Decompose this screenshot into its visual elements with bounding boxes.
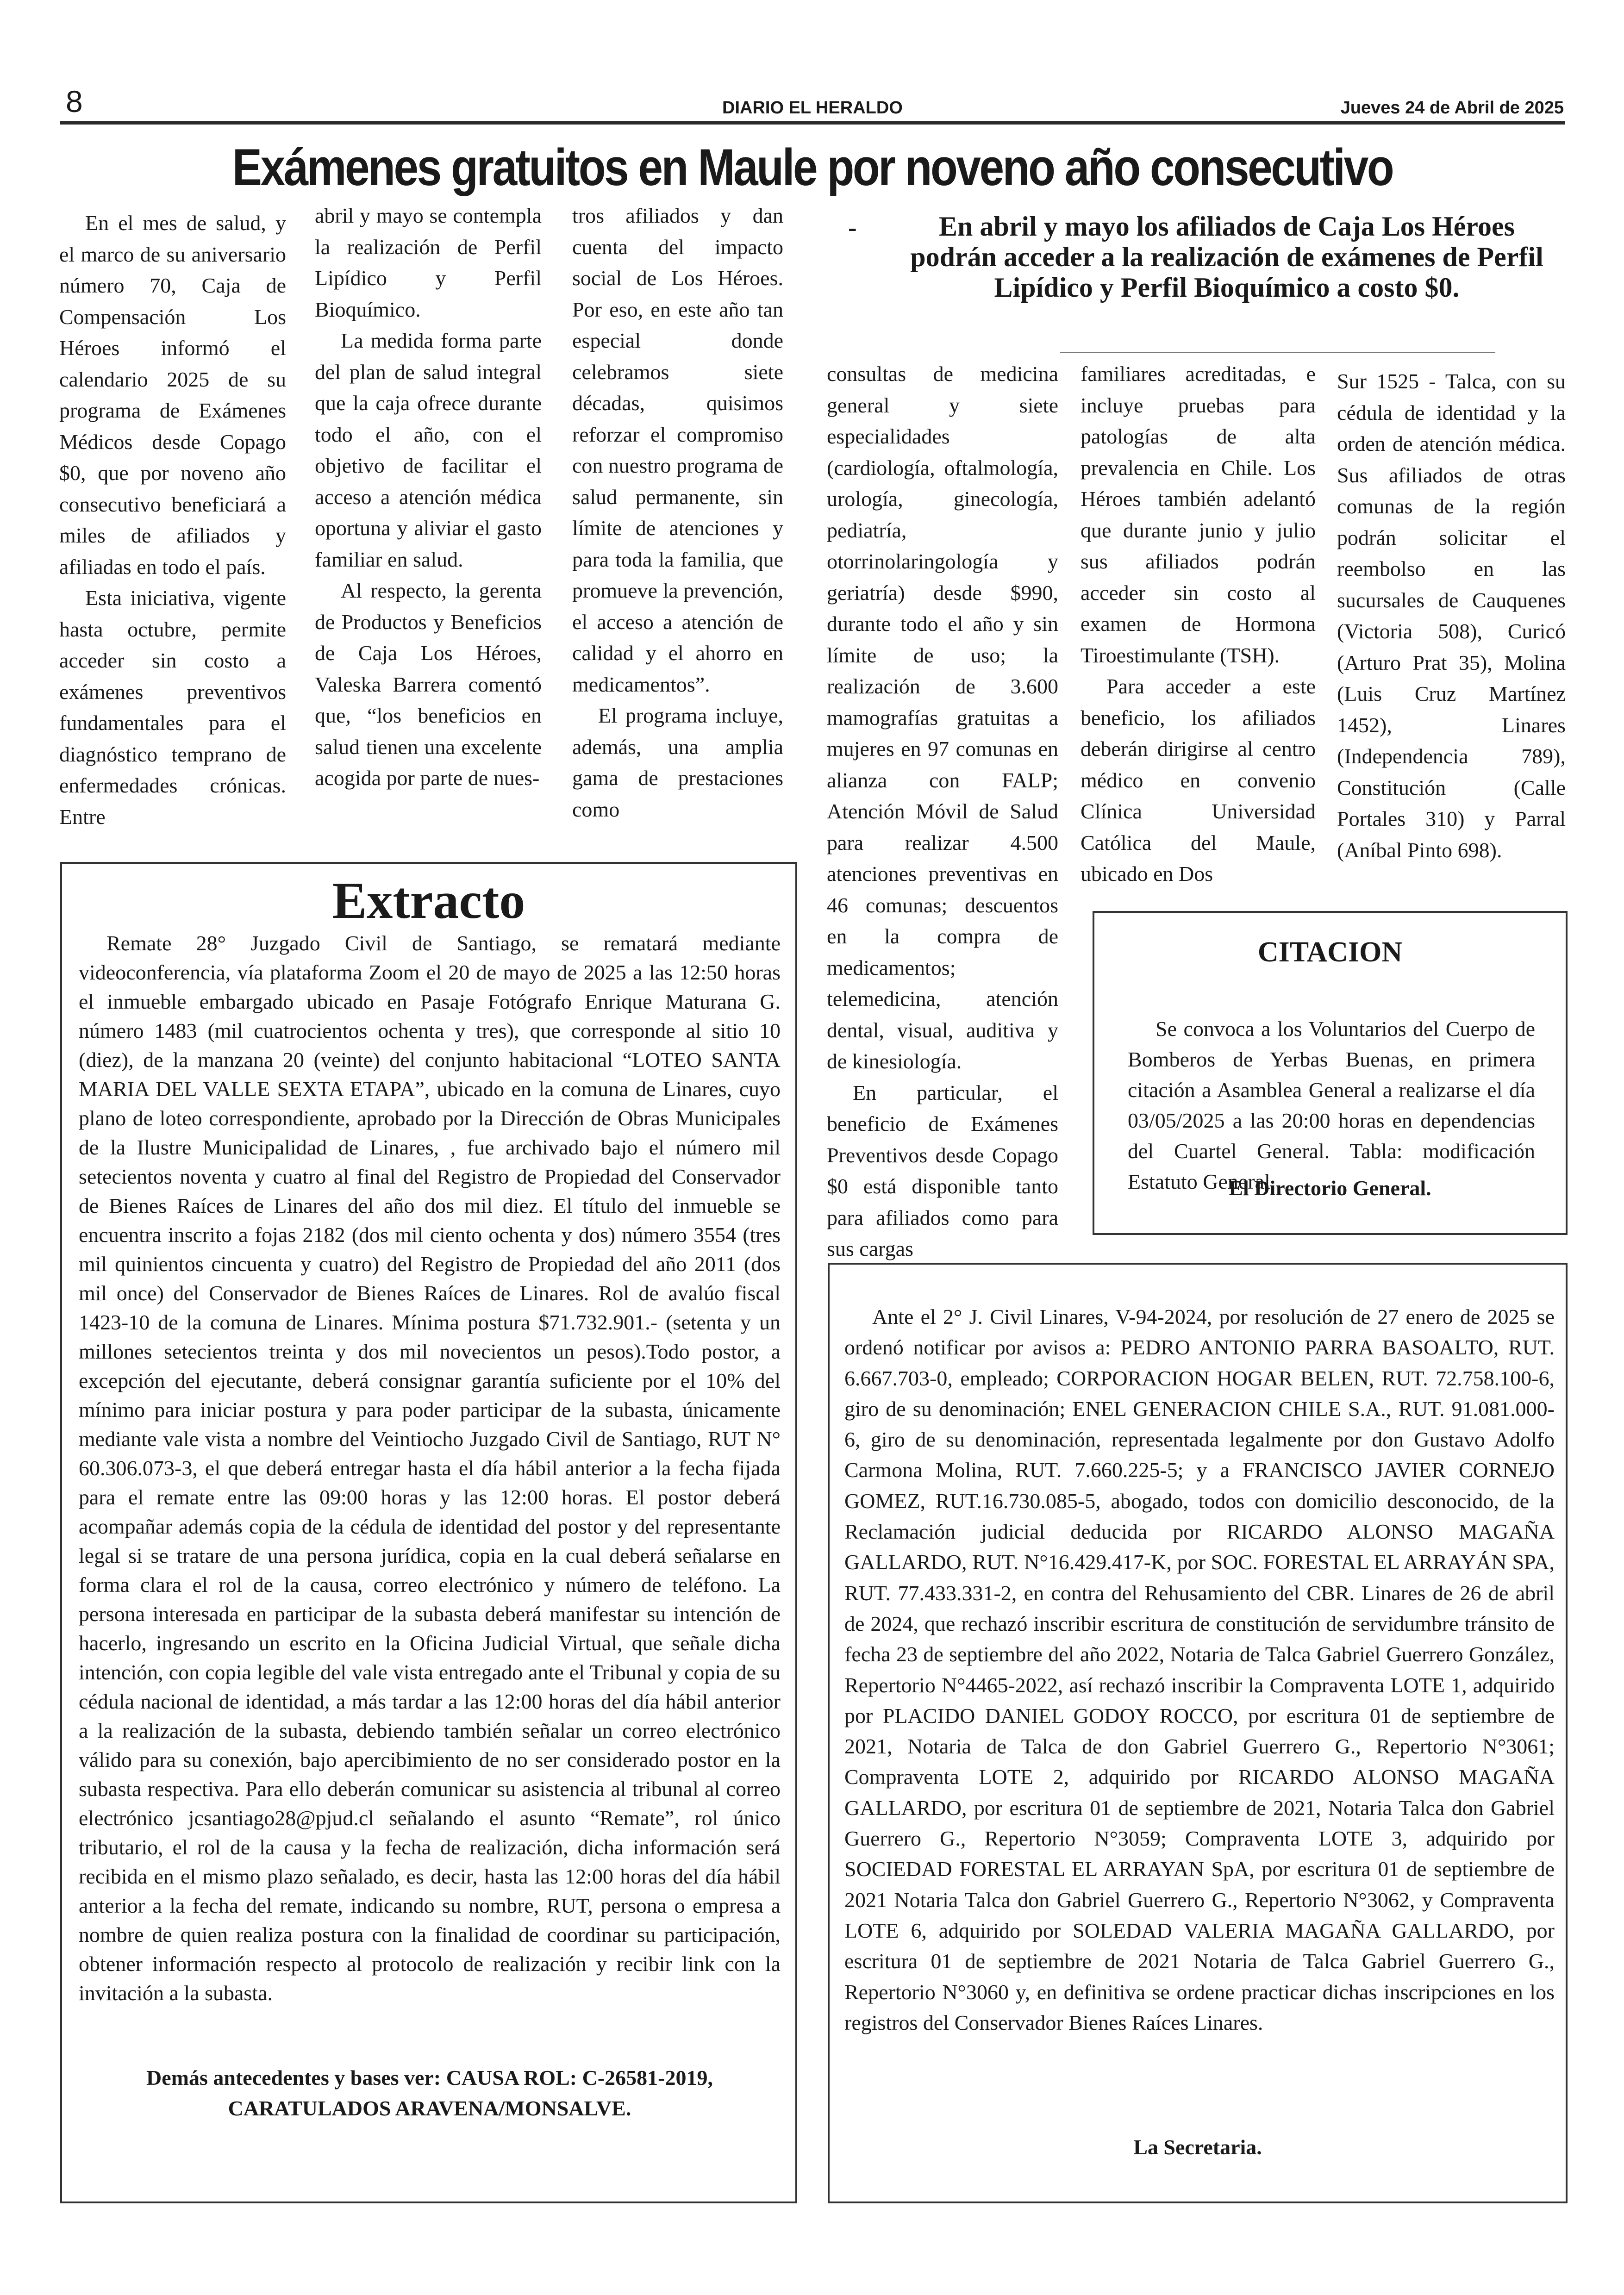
subhead-rule xyxy=(1060,352,1495,353)
citacion-body xyxy=(1128,1014,1535,1197)
article-column-3 xyxy=(572,200,783,825)
citacion-signature: El Directorio General. xyxy=(1229,1176,1431,1200)
extracto-notice-box xyxy=(60,862,797,2203)
article-column-5 xyxy=(1081,358,1316,890)
article-column-1 xyxy=(59,207,286,832)
notification-signature: La Secretaria. xyxy=(1133,2135,1262,2159)
notification-paragraph: Ante el 2° J. Civil Linares, V-94-2024, por resolución de 27 enero de 2025 se ordenó notificar por avisos a: PEDRO ANTONIO PARRA BASOALTO, RUT. 6.667.703-0, empleado; CORPORACION HOGAR BELEN, RUT. 72.758.100-6, giro de su denominación; ENEL GENERACION CHILE S.A., RUT. 91.081.000-6, giro de su denominación, representada legalmente por don Gustavo Adolfo Carmona Molina, RUT. 7.660.225-5; y a FRANCISCO JAVIER CORNEJO GOMEZ, RUT.16.730.085-5, abogado, todos con domicilio desconocido, de la Reclamación judicial deducida por RICARDO ALONSO MAGAÑA GALLARDO, RUT. N°16.429.417-K, por SOC. FORESTAL EL ARRAYÁN SPA, RUT. 77.433.331-2, en contra del Rehusamiento del CBR. Linares de 26 de abril de 2024, que rechazó inscribir escritura de constitución de servidumbre tránsito de fecha 23 de septiembre del año 2022, Notaria de Talca Gabriel Guerrero González, Repertorio N°4465-2022, así rechazó inscribir la Compraventa LOTE 1, adquirido por PLACIDO DANIEL GODOY ROCCO, por escritura 01 de septiembre de 2021, Notaria de Talca de don Gabriel Guerrero G., Repertorio N°3061; Compraventa LOTE 2, adquirido por RICARDO ALONSO MAGAÑA GALLARDO, por escritura 01 de septiembre de 2021, Notaria Talca don Gabriel Guerrero G., Repertorio N°3059; Compraventa LOTE 3, adquirido por SOCIEDAD FORESTAL EL ARRAYAN SpA, por escritura 01 de septiembre de 2021 Notaria Talca don Gabriel Guerrero G., Repertorio N°3062, y Compraventa LOTE 6, adquirido por SOLEDAD VALERIA MAGAÑA GALLARDO, por escritura 01 de septiembre de 2021 Notaria de Talca Gabriel Guerrero G., Repertorio N°3060 y, en definitiva se ordene practicar dichas inscripciones en los registros del Conservador Bienes Raíces Linares. xyxy=(844,1305,1555,2034)
citacion-paragraph: Se convoca a los Voluntarios del Cuerpo de Bomberos de Yerbas Buenas, en primera citación a Asamblea General a realizarse el día 03/05/2025 a las 20:00 horas en dependencias del Cuartel General. Tabla: modificación Estatuto General. xyxy=(1128,1017,1535,1193)
article-paragraph: Sur 1525 - Talca, con su cédula de identidad y la orden de atención médica. Sus afiliados de otras comunas de la región podrán solicitar el reembolso en las sucursales de Cauquenes (Victoria 508), Curicó (Arturo Prat 35), Molina (Luis Cruz Martínez 1452), Linares (Independencia 789), Constitución (Calle Portales 310) y Parral (Aníbal Pinto 698). xyxy=(1337,369,1566,862)
article-paragraph: En particular, el beneficio de Exámenes Preventivos desde Copago $0 está disponible tanto para afiliados como para sus cargas xyxy=(827,1080,1058,1260)
article-paragraph: tros afiliados y dan cuenta del impacto social de Los Héroes. Por eso, en este año tan especial donde celebramos siete décadas, quisimos reforzar el compromiso con nuestro programa de salud permanente, sin límite de atenciones y para toda la familia, que promueve la prevención, el acceso a atención de calidad y el ahorro en medicamentos”. xyxy=(572,204,784,696)
page-number: 8 xyxy=(66,84,83,118)
issue-date: Jueves 24 de Abril de 2025 xyxy=(1340,98,1564,118)
article-paragraph: Esta iniciativa, vigente hasta octubre, permite acceder sin costo a exámenes preventivos fundamentales para el diagnóstico temprano de enfermedades crónicas. Entre xyxy=(59,586,286,829)
citacion-notice-box xyxy=(1093,911,1568,1235)
article-paragraph: La medida forma parte del plan de salud integral que la caja ofrece durante todo el año, con el objetivo de facilitar el acceso a atención médica oportuna y aliviar el gasto familiar en salud. xyxy=(315,329,542,571)
extracto-body xyxy=(79,929,781,2008)
article-column-2 xyxy=(315,200,542,794)
article-paragraph: El programa incluye, además, una amplia gama de prestaciones como xyxy=(572,704,783,821)
article-headline: Exámenes gratuitos en Maule por noveno año consecutivo xyxy=(232,138,1393,196)
citacion-title: CITACION xyxy=(1257,936,1403,968)
court-notification-box xyxy=(828,1263,1568,2203)
notification-body xyxy=(844,1302,1555,2038)
header-rule xyxy=(60,121,1565,125)
extracto-footer-line: CARATULADOS ARAVENA/MONSALVE. xyxy=(228,2096,631,2120)
article-subhead: En abril y mayo los afiliados de Caja Los Héroes podrán acceder a la realización de exámenes de Perfil Lipídico y Perfil Bioquímico a costo $0. xyxy=(910,211,1543,303)
article-paragraph: En el mes de salud, y el marco de su aniversario número 70, Caja de Compensación Los Héroes informó el calendario 2025 de su programa de Exámenes Médicos desde Copago $0, que por noveno año consecutivo beneficiará a miles de afiliados y afiliadas en todo el país. xyxy=(59,211,286,579)
article-column-6 xyxy=(1337,366,1566,866)
extracto-footer xyxy=(79,2063,781,2124)
article-paragraph: Para acceder a este beneficio, los afiliados deberán dirigirse al centro médico en convenio Clínica Universidad Católica del Maule, ubicado en Dos xyxy=(1081,674,1316,886)
article-paragraph: familiares acreditadas, e incluye pruebas para patologías de alta prevalencia en Chile. Los Héroes también adelantó que durante junio y julio sus afiliados podrán acceder sin costo al examen de Hormona Tiroestimulante (TSH). xyxy=(1081,362,1316,667)
article-column-4 xyxy=(827,358,1058,1265)
extracto-footer-line: Demás antecedentes y bases ver: CAUSA ROL: C-26581-2019, xyxy=(146,2066,713,2089)
article-paragraph: consultas de medicina general y siete especialidades (cardiología, oftalmología, urología, ginecología, pediatría, otorrinolaringología y geriatría) desde $990, durante todo el año y sin límite de uso; la realización de 3.600 mamografías gratuitas a mujeres en 97 comunas en alianza con FALP; Atención Móvil de Salud para realizar 4.500 atenciones preventivas en 46 comunas; descuentos en la compra de medicamentos; telemedicina, atención dental, visual, auditiva y de kinesiología. xyxy=(827,362,1058,1073)
article-paragraph: abril y mayo se contempla la realización de Perfil Lipídico y Perfil Bioquímico. xyxy=(315,204,542,321)
subhead-dash: - xyxy=(848,213,857,242)
newspaper-name: DIARIO EL HERALDO xyxy=(722,98,903,118)
extracto-title: Extracto xyxy=(332,872,525,929)
article-paragraph: Al respecto, la gerenta de Productos y Beneficios de Caja Los Héroes, Valeska Barrera comentó que, “los beneficios en salud tienen una excelente acogida por parte de nues- xyxy=(315,579,542,790)
extracto-paragraph: Remate 28° Juzgado Civil de Santiago, se rematará mediante videoconferencia, vía plataforma Zoom el 20 de mayo de 2025 a las 12:50 horas el inmueble embargado ubicado en Pasaje Fotógrafo Enrique Maturana G. número 1483 (mil cuatrocientos ochenta y tres), que corresponde al sitio 10 (diez), de la manzana 20 (veinte) del conjunto habitacional “LOTEO SANTA MARIA DEL VALLE SEXTA ETAPA”, ubicado en la comuna de Linares, cuyo plano de loteo correspondiente, aprobado por la Dirección de Obras Municipales de la Ilustre Municipalidad de Linares, , fue archivado bajo el número mil setecientos noventa y cuatro al final del Registro de Propiedad del Conservador de Bienes Raíces de Linares del año dos mil diez. El título del inmueble se encuentra inscrito a fojas 2182 (dos mil ciento ochenta y dos) número 3554 (tres mil quinientos cincuenta y cuatro) del Registro de Propiedad del año 2011 (dos mil once) del Conservador de Bienes Raíces de Linares. Rol de avalúo fiscal 1423-10 de la comuna de Linares. Mínima postura $71.732.901.- (setenta y un millones setecientos treinta y dos mil novecientos un pesos).Todo postor, a excepción del ejecutante, deberá consignar garantía suficiente por el 10% del mínimo para iniciar postura y para poder participar de la subasta, únicamente mediante vale vista a nombre del Veintiocho Juzgado Civil de Santiago, RUT N° 60.306.073-3, el que deberá entregar hasta el día hábil anterior a la fecha fijada para el remate entre las 09:00 horas y las 12:00 horas. El postor deberá acompañar además copia de la cédula de identidad del postor y del representante legal si se tratare de una persona jurídica, copia en la cual deberá señalarse en forma clara el rol de la causa, correo electrónico y número de teléfono. La persona interesada en participar de la subasta deberá manifestar su intención de hacerlo, ingresando un escrito en la Oficina Judicial Virtual, que señale dicha intención, con copia legible del vale vista entregado ante el Tribunal y copia de su cédula nacional de identidad, a más tardar a las 12:00 horas del día hábil anterior a la realización de la subasta, debiendo también señalar un correo electrónico válido para su conexión, bajo apercibimiento de no ser considerado postor en la subasta respectiva. Para ello deberán comunicar su asistencia al tribunal al correo electrónico jcsantiago28@pjud.cl señalando el asunto “Remate”, rol único tributario, el rol de la causa y la fecha de realización, dicha información será recibida en el mismo plazo señalado, es decir, hasta las 12:00 horas del día hábil anterior a la fecha del remate, indicando su nombre, RUT, persona o empresa a nombre de quien realiza postura con la finalidad de coordinar su participación, obtener información respecto al protocolo de realización y recibir link con la invitación a la subasta. xyxy=(79,931,781,2005)
